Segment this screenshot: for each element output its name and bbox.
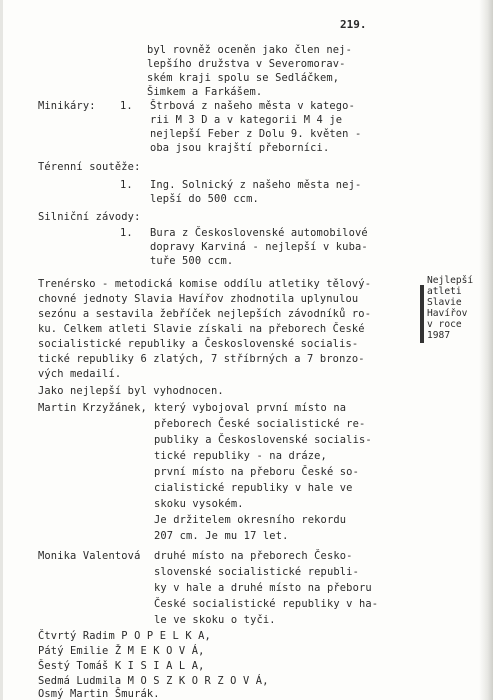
silnicni-line: Bura z Československé automobilové: [150, 227, 368, 239]
section-heading-minikary: Minikáry:: [38, 100, 96, 112]
monika-line: České socialistické republiky v ha-: [154, 598, 379, 610]
intro-line: Šimkem a Farkášem.: [147, 86, 263, 98]
paragraph-line: chovné jednoty Slavia Havířov zhodnotila uplynulou: [38, 293, 359, 305]
item-number: 1.: [120, 179, 133, 191]
page-number: 219.: [340, 18, 367, 31]
silnicni-line: tuře 500 ccm.: [150, 255, 234, 267]
martin-line: Je držitelem okresního rekordu: [154, 514, 347, 526]
scan-right-edge: [479, 0, 493, 700]
terenni-line: lepší do 500 ccm.: [150, 193, 259, 205]
item-number: 1.: [120, 100, 133, 112]
best-intro-line: Jako nejlepší byl vyhodnocen.: [38, 385, 224, 397]
section-heading-silnicni: Silniční závody:: [38, 211, 141, 223]
section-heading-terenni: Térenní soutěže:: [38, 161, 141, 173]
athlete-name-monika: Monika Valentová: [38, 550, 141, 562]
martin-line: skoku vysokém.: [154, 498, 244, 510]
minikary-line: rii M 3 D a v kategorii M 4 je: [150, 114, 343, 126]
margin-note-line: v roce: [427, 319, 462, 330]
martin-line: přeborech České socialistické re-: [154, 418, 366, 430]
paragraph-line: Trenérsko - metodická komise oddílu atletiky tělový-: [38, 278, 372, 290]
margin-note-line: Havířov: [427, 308, 468, 319]
margin-bar: [420, 285, 424, 343]
paragraph-line: sezónu a sestavila žebříček nejlepších závodníků ro-: [38, 308, 372, 320]
intro-line: ském kraji spolu se Sedláčkem,: [147, 72, 340, 84]
monika-line: ky v hale a druhé místo na přeboru: [154, 582, 372, 594]
terenni-line: Ing. Solnický z našeho města nej-: [150, 179, 362, 191]
item-number: 1.: [120, 227, 133, 239]
martin-line: publiky a Československé socialis-: [154, 434, 372, 446]
paragraph-line: tické republiky 6 zlatých, 7 stříbrných a 7 bronzo-: [38, 353, 365, 365]
paragraph-line: socialistické republiky a Československé socialis-: [38, 338, 359, 350]
ranking-line: Sedmá Ludmila M O S Z K O R Z O V Á,: [38, 675, 269, 687]
ranking-line: Osmý Martin Šmurák.: [38, 688, 160, 700]
intro-line: lepšího družstva v Severomorav-: [147, 58, 346, 70]
martin-line: který vybojoval první místo na: [154, 402, 347, 414]
margin-note-line: atleti: [427, 286, 462, 297]
monika-line: le ve skoku o tyči.: [154, 614, 276, 626]
monika-line: druhé místo na přeborech Česko-: [154, 550, 353, 562]
martin-line: první místo na přeboru České so-: [154, 466, 359, 478]
margin-note-line: 1987: [427, 330, 451, 341]
minikary-line: Štrbová z našeho města v katego-: [150, 100, 355, 112]
ranking-line: Pátý Emilie Ž M E K O V Á,: [38, 645, 205, 657]
paragraph-line: vých medailí.: [38, 368, 122, 380]
scan-left-edge: [0, 0, 3, 700]
intro-line: byl rovněž oceněn jako člen nej-: [147, 44, 352, 56]
ranking-line: Šestý Tomáš K I S I A L A,: [38, 660, 205, 672]
martin-line: 207 cm. Je mu 17 let.: [154, 530, 289, 542]
silnicni-line: dopravy Karviná - nejlepší v kuba-: [150, 241, 368, 253]
martin-line: cialistické republiky v hale ve: [154, 482, 353, 494]
ranking-line: Čtvrtý Radim P O P E L K A,: [38, 630, 211, 642]
margin-note-line: Nejlepší: [427, 275, 474, 286]
margin-note-line: Slavie: [427, 297, 462, 308]
monika-line: slovenské socialistické republi-: [154, 566, 359, 578]
paragraph-line: ku. Celkem atleti Slavie získali na přeborech České: [38, 323, 365, 335]
martin-line: tické republiky - na dráze,: [154, 450, 327, 462]
minikary-line: oba jsou krajští přeborníci.: [150, 142, 330, 154]
athlete-name-martin: Martin Krzyžánek,: [38, 402, 147, 414]
minikary-line: nejlepší Feber z Dolu 9. květen -: [150, 128, 362, 140]
